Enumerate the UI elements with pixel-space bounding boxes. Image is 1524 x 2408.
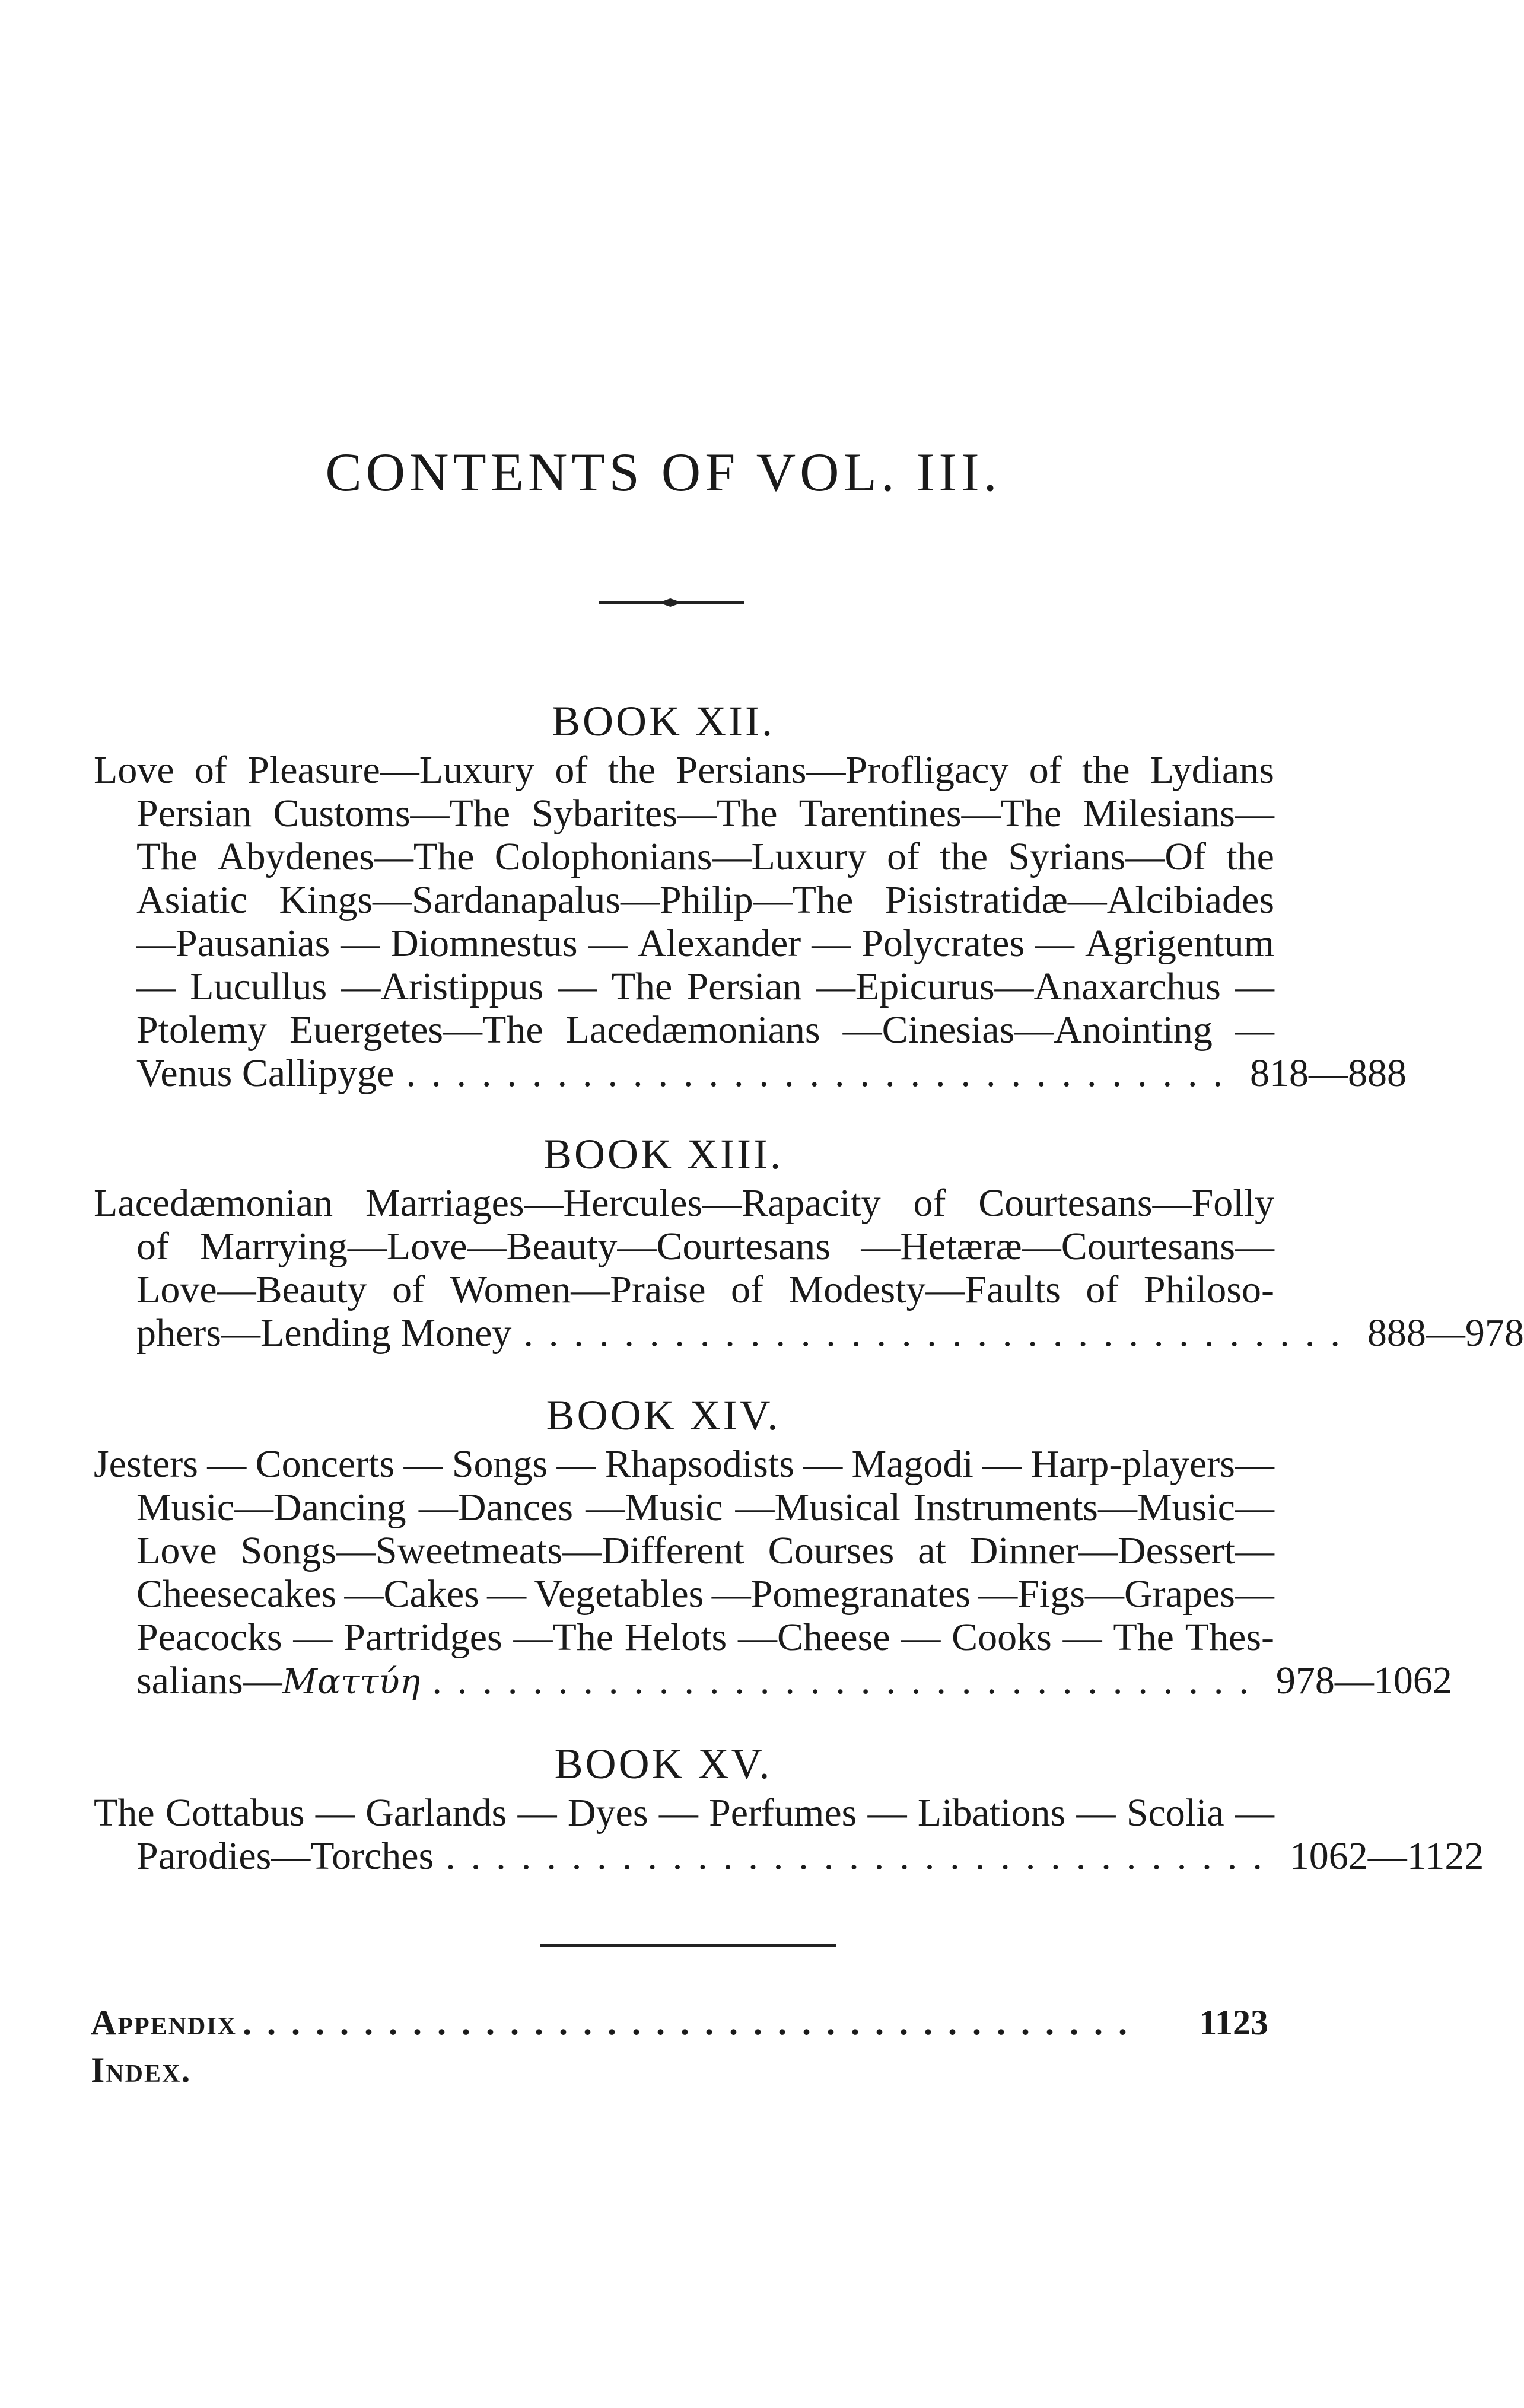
page-range: 818—888 — [1249, 1052, 1407, 1095]
word: Alexander — [638, 922, 801, 965]
word: — — [982, 1442, 1022, 1486]
word: Love — [94, 748, 174, 792]
word: — — [1235, 965, 1274, 1008]
word: Euergetes—The — [289, 1008, 543, 1052]
word: —Aristippus — [341, 965, 544, 1008]
word: Magodi — [851, 1442, 973, 1486]
leader-dots: ................................. — [432, 1659, 1264, 1702]
index-label: Index. — [91, 2050, 192, 2090]
word: — — [556, 1442, 596, 1486]
word: —Cheese — [737, 1616, 890, 1659]
word: Vegetables — [534, 1572, 704, 1616]
word: Kings—Sardanapalus—Philip—The — [279, 878, 854, 922]
word: Persian — [136, 792, 252, 835]
word: — — [867, 1791, 907, 1834]
word: The — [136, 835, 198, 878]
word: — — [803, 1442, 843, 1486]
word: —Cinesias—Anointing — [842, 1008, 1213, 1052]
contents-line — [94, 1268, 1274, 1311]
word: Thes- — [1185, 1616, 1274, 1659]
contents-last-line — [94, 1834, 1484, 1878]
word: Sybarites—The — [532, 792, 778, 835]
word: — — [1076, 1791, 1116, 1834]
word: Marriages—Hercules—Rapacity — [365, 1181, 881, 1225]
word: — — [207, 1442, 247, 1486]
word: — — [1235, 1791, 1274, 1834]
page-range: 888—978 — [1367, 1311, 1524, 1355]
word: Garlands — [365, 1791, 507, 1834]
word: Cooks — [952, 1616, 1052, 1659]
contents-line — [94, 1529, 1274, 1572]
word: Jesters — [94, 1442, 198, 1486]
word: Persians—Profligacy — [676, 748, 1009, 792]
word: — — [341, 922, 380, 965]
appendix-label: Appendix — [91, 2003, 237, 2042]
word: Peacocks — [136, 1616, 282, 1659]
word: Perfumes — [709, 1791, 857, 1834]
word: the — [940, 835, 988, 878]
word: — — [812, 922, 851, 965]
contents-line — [94, 1225, 1274, 1268]
contents-line-text: Venus Callipyge — [136, 1052, 394, 1095]
word: Lacedæmonians — [565, 1008, 820, 1052]
book-xv-heading: BOOK XV. — [554, 1740, 772, 1788]
page-title: CONTENTS OF VOL. III. — [325, 442, 1001, 502]
word: Concerts — [255, 1442, 395, 1486]
word: Modesty—Faults — [788, 1268, 1061, 1311]
book-xv-contents — [94, 1791, 1484, 1878]
word: The — [1113, 1616, 1174, 1659]
contents-line — [94, 1572, 1274, 1616]
word: of — [913, 1181, 946, 1225]
contents-line — [94, 835, 1274, 878]
word: Courses — [768, 1529, 895, 1572]
word: Tarentines—The — [798, 792, 1062, 835]
word: —Cakes — [344, 1572, 479, 1616]
word: Persian — [686, 965, 802, 1008]
word: Diomnestus — [390, 922, 578, 965]
leader-dots: ................................. — [406, 1052, 1238, 1095]
word: — — [293, 1616, 333, 1659]
word: Harp-players— — [1030, 1442, 1274, 1486]
word: at — [918, 1529, 946, 1572]
word: — — [901, 1616, 941, 1659]
word: Marrying—Love—Beauty—Courtesans — [199, 1225, 831, 1268]
word: the — [1081, 748, 1130, 792]
word: of — [194, 748, 227, 792]
word: of — [136, 1225, 169, 1268]
contents-line — [94, 922, 1274, 965]
word: the — [1226, 835, 1274, 878]
page-range: 1062—1122 — [1289, 1834, 1484, 1878]
word: —Hetæræ—Courtesans— — [861, 1225, 1274, 1268]
word: Women—Praise — [450, 1268, 706, 1311]
word: Ptolemy — [136, 1008, 268, 1052]
page-range: 978—1062 — [1275, 1659, 1452, 1702]
word: Abydenes—The — [217, 835, 475, 878]
contents-last-line — [94, 1311, 1524, 1355]
word: Agrigentum — [1084, 922, 1274, 965]
word: The — [611, 965, 673, 1008]
word: — — [658, 1791, 698, 1834]
word: Lydians — [1150, 748, 1274, 792]
word: — — [1235, 1008, 1274, 1052]
contents-line — [94, 878, 1274, 922]
word: Cheesecakes — [136, 1572, 337, 1616]
contents-line-text: Parodies—Torches — [136, 1834, 434, 1878]
word: Helots — [624, 1616, 727, 1659]
word: Love—Beauty — [136, 1268, 367, 1311]
word: Lucullus — [190, 965, 327, 1008]
word: —Musical — [735, 1486, 901, 1529]
contents-line — [94, 1486, 1274, 1529]
appendix-page: 1123 — [1199, 2003, 1268, 2042]
word: Pleasure—Luxury — [247, 748, 535, 792]
word: of — [1029, 748, 1062, 792]
word: —Epicurus—Anaxarchus — [816, 965, 1221, 1008]
word: — — [315, 1791, 355, 1834]
word: Love — [136, 1529, 217, 1572]
leader-dots: ................................. — [446, 1834, 1278, 1878]
contents-line — [94, 792, 1274, 835]
contents-line — [94, 965, 1274, 1008]
contents-line — [94, 1008, 1274, 1052]
contents-line-text — [136, 1659, 420, 1702]
contents-last-line — [94, 1052, 1407, 1095]
title-ornament — [599, 597, 744, 609]
word: — — [1035, 922, 1075, 965]
word: Rhapsodists — [604, 1442, 794, 1486]
word: Instruments—Music— — [913, 1486, 1274, 1529]
word: — — [558, 965, 597, 1008]
book-xiv-contents — [94, 1442, 1452, 1702]
word: Music—Dancing — [136, 1486, 406, 1529]
book-xii-heading: BOOK XII. — [552, 697, 775, 745]
book-xiii-contents — [94, 1181, 1524, 1355]
word: Polycrates — [861, 922, 1025, 965]
contents-line-latin: salians— — [136, 1659, 282, 1702]
word: Syrians—Of — [1008, 835, 1206, 878]
contents-line-text: phers—Lending Money — [136, 1311, 512, 1355]
word: Lacedæmonian — [94, 1181, 333, 1225]
word: Milesians— — [1083, 792, 1274, 835]
contents-line — [94, 1616, 1274, 1659]
word: Cottabus — [165, 1791, 305, 1834]
word: Customs—The — [273, 792, 511, 835]
index-entry — [91, 2049, 191, 2091]
book-xiv-heading: BOOK XIV. — [546, 1391, 781, 1439]
word: Dinner—Dessert— — [969, 1529, 1274, 1572]
word: —Pomegranates — [711, 1572, 971, 1616]
word: —Pausanias — [136, 922, 330, 965]
word: Asiatic — [136, 878, 247, 922]
word: Libations — [917, 1791, 1066, 1834]
word: Dyes — [567, 1791, 648, 1834]
appendix-entry — [91, 2002, 1268, 2043]
leader-dots: ................................. — [523, 1311, 1356, 1355]
word: Colophonians—Luxury — [494, 835, 867, 878]
contents-line — [94, 1791, 1274, 1834]
word: The — [94, 1791, 155, 1834]
section-divider — [540, 1944, 836, 1947]
word: Songs — [451, 1442, 548, 1486]
word: of — [1086, 1268, 1119, 1311]
contents-line — [94, 1442, 1274, 1486]
word: Pisistratidæ—Alcibiades — [885, 878, 1274, 922]
word: Scolia — [1126, 1791, 1224, 1834]
word: the — [607, 748, 656, 792]
word: —Figs—Grapes— — [978, 1572, 1274, 1616]
word: —The — [513, 1616, 614, 1659]
word: — — [136, 965, 176, 1008]
leader-dots: ..................................... — [243, 2003, 1143, 2042]
word: — — [588, 922, 628, 965]
word: —Dances — [418, 1486, 574, 1529]
word: — — [517, 1791, 557, 1834]
word: — — [403, 1442, 443, 1486]
word: — — [1062, 1616, 1102, 1659]
greek-word: Ματτύη — [282, 1661, 421, 1702]
book-xii-contents — [94, 748, 1407, 1095]
word: of — [887, 835, 920, 878]
book-xiii-heading: BOOK XIII. — [543, 1130, 783, 1178]
word: Courtesans—Folly — [978, 1181, 1274, 1225]
contents-line — [94, 748, 1274, 792]
word: Philoso- — [1143, 1268, 1274, 1311]
word: of — [731, 1268, 764, 1311]
word: Partridges — [343, 1616, 502, 1659]
word: of — [555, 748, 588, 792]
word: of — [392, 1268, 425, 1311]
word: —Music — [586, 1486, 723, 1529]
contents-last-line — [94, 1659, 1452, 1702]
word: Songs—Sweetmeats—Different — [240, 1529, 744, 1572]
contents-line — [94, 1181, 1274, 1225]
word: — — [487, 1572, 527, 1616]
